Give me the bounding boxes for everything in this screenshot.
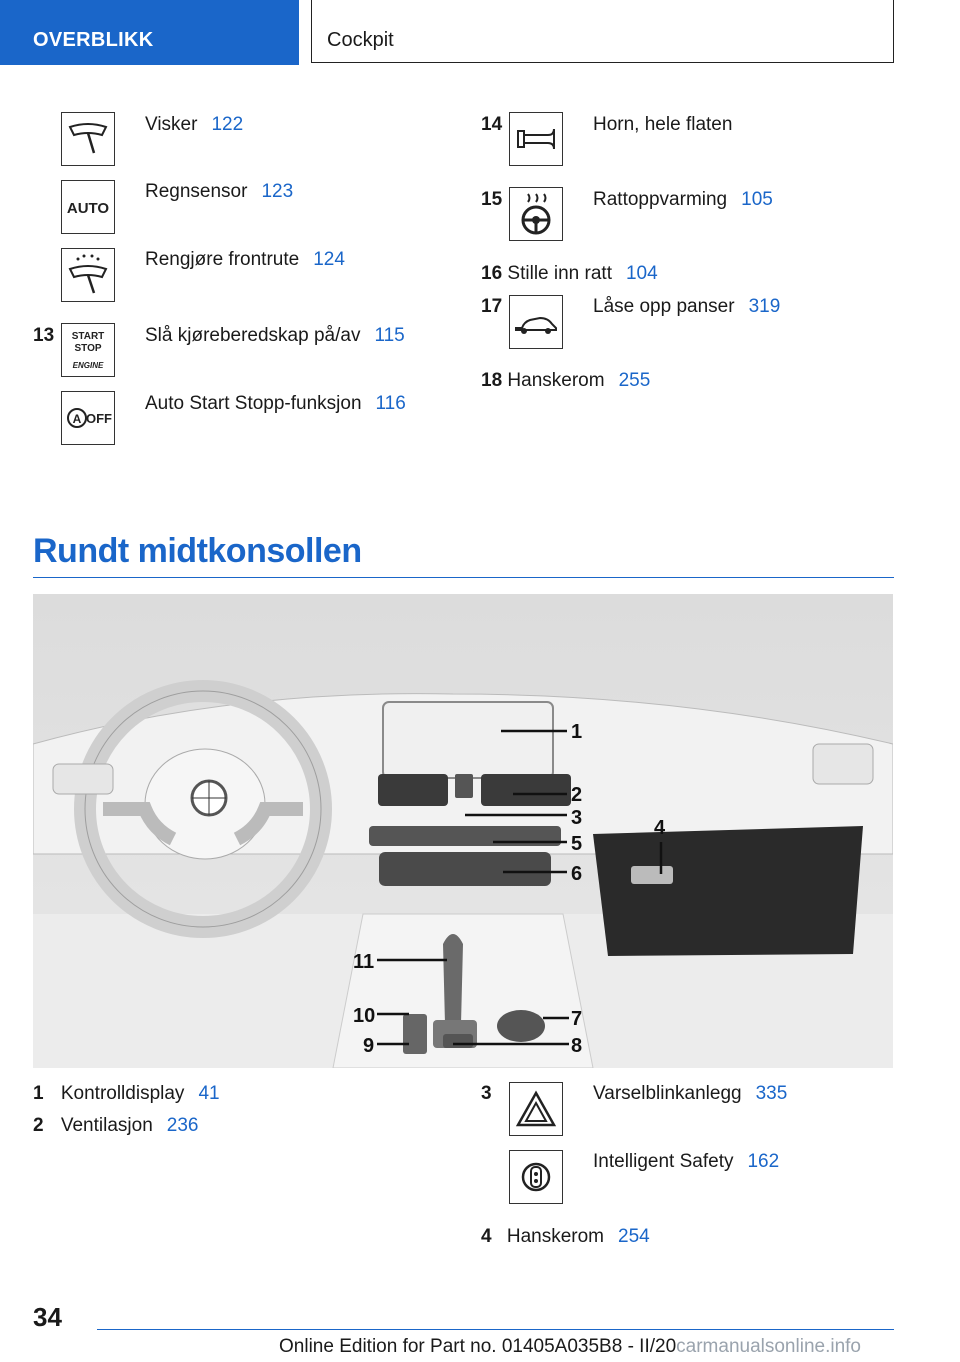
edition-text: Online Edition for Part no. 01405A035B8 - II/20 <box>279 1336 677 1357</box>
wiper-icon <box>61 112 115 166</box>
page-ref-link[interactable]: 122 <box>211 114 244 135</box>
watermark[interactable]: carmanualsonline.info <box>676 1336 861 1357</box>
intelligent-safety-icon <box>509 1150 563 1204</box>
page-ref-link[interactable]: 124 <box>313 249 345 270</box>
list-item: 18 Hanskerom 255 <box>481 370 651 391</box>
page-ref-link[interactable]: 123 <box>261 181 294 202</box>
callout-7: 7 <box>571 1008 583 1030</box>
page-ref-link[interactable]: 41 <box>198 1083 220 1104</box>
callout-10: 10 <box>353 1005 376 1027</box>
list-item: Låse opp panser 319 <box>593 296 781 317</box>
page-ref-link[interactable]: 162 <box>747 1151 780 1172</box>
callout-8: 8 <box>571 1035 583 1057</box>
page-tab-label: Cockpit <box>327 29 394 51</box>
item-number: 13 <box>33 325 55 346</box>
page-ref-link[interactable]: 255 <box>618 370 651 391</box>
item-number: 17 <box>481 296 503 317</box>
page-ref-link[interactable]: 254 <box>618 1226 650 1247</box>
page-ref-link[interactable]: 236 <box>166 1115 199 1136</box>
list-item: Auto Start Stopp-funksjon 116 <box>145 393 406 414</box>
callout-6: 6 <box>571 863 583 885</box>
callout-9: 9 <box>363 1035 375 1057</box>
section-tab[interactable] <box>0 0 299 65</box>
page-ref-link[interactable]: 335 <box>755 1083 788 1104</box>
list-item: Horn, hele flaten <box>593 114 733 135</box>
section-title: Rundt midtkonsollen <box>33 532 362 570</box>
page-ref-link[interactable]: 115 <box>374 325 405 346</box>
section-tab-label: OVERBLIKK <box>33 29 154 51</box>
svg-text:STOP: STOP <box>74 343 102 354</box>
svg-text:ENGINE: ENGINE <box>72 361 104 370</box>
list-item: 4 Hanskerom 254 <box>481 1226 650 1247</box>
auto-start-stop-off-icon <box>61 391 115 445</box>
list-item: Intelligent Safety 162 <box>593 1151 780 1172</box>
svg-text:A: A <box>72 412 82 426</box>
page-ref-link[interactable]: 319 <box>748 296 781 317</box>
footer-divider <box>97 1329 894 1330</box>
start-stop-icon <box>61 323 115 377</box>
page-ref-link[interactable]: 116 <box>375 393 406 414</box>
svg-text:START: START <box>71 331 105 342</box>
callout-5: 5 <box>571 833 583 855</box>
callout-2: 2 <box>571 784 583 806</box>
hazard-warning-icon <box>509 1082 563 1136</box>
hood-release-icon <box>509 295 563 349</box>
list-item: Rattoppvarming 105 <box>593 189 773 210</box>
callout-11: 11 <box>353 951 375 973</box>
item-number: 15 <box>481 189 503 210</box>
page-number: 34 <box>33 1302 62 1332</box>
page-tab[interactable] <box>311 0 894 63</box>
list-item: Rengjøre frontrute 124 <box>145 249 345 270</box>
list-item: 1 Kontrolldisplay 41 <box>33 1083 220 1104</box>
svg-text:OFF: OFF <box>86 411 112 426</box>
auto-icon <box>61 180 115 234</box>
steering-heating-icon <box>509 187 563 241</box>
item-number: 14 <box>481 114 503 135</box>
list-item: Regnsensor 123 <box>145 181 294 202</box>
edition-footer <box>279 1336 861 1358</box>
section-divider <box>33 577 894 578</box>
callout-1: 1 <box>571 721 583 743</box>
page-ref-link[interactable]: 104 <box>625 263 658 284</box>
svg-text:AUTO: AUTO <box>66 200 110 217</box>
item-number: 3 <box>481 1083 492 1104</box>
callout-3: 3 <box>571 807 583 829</box>
list-item: 16 Stille inn ratt 104 <box>481 263 658 284</box>
washer-icon <box>61 248 115 302</box>
horn-icon <box>509 112 563 166</box>
page-ref-link[interactable]: 105 <box>741 189 773 210</box>
list-item: 2 Ventilasjon 236 <box>33 1115 199 1136</box>
callout-4: 4 <box>654 817 666 839</box>
cockpit-illustration <box>33 594 893 1068</box>
list-item: Slå kjøreberedskap på/av 115 <box>145 325 405 346</box>
list-item: Varselblinkanlegg 335 <box>593 1083 788 1104</box>
list-item: Visker 122 <box>145 114 244 135</box>
